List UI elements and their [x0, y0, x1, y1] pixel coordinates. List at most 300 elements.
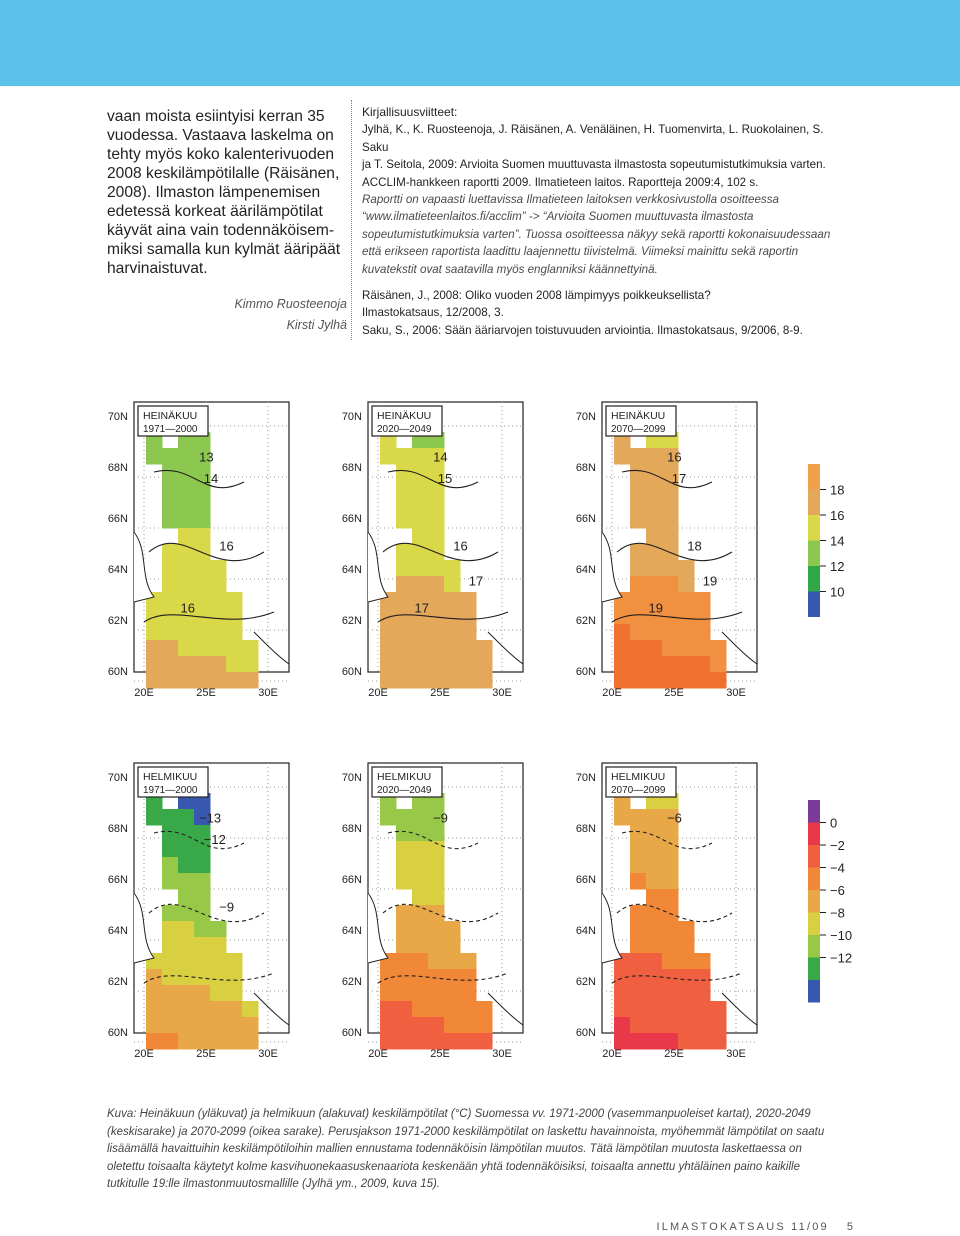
temperature-cell	[412, 841, 429, 858]
temperature-cell	[194, 889, 211, 906]
temperature-cell	[412, 889, 429, 906]
temperature-cell	[162, 608, 179, 625]
contour-label: 16	[180, 600, 195, 616]
longitude-tick-label: 25E	[196, 1048, 216, 1060]
temperature-cell	[630, 640, 647, 657]
longitude-tick-label: 25E	[430, 1048, 450, 1060]
latitude-tick-label: 64N	[107, 564, 128, 576]
temperature-cell	[412, 1001, 429, 1018]
temperature-cell	[412, 985, 429, 1002]
temperature-cell	[162, 985, 179, 1002]
temperature-cell	[428, 857, 445, 874]
temperature-cell	[444, 560, 461, 577]
temperature-cell	[630, 560, 647, 577]
longitude-tick-label: 30E	[492, 1048, 512, 1060]
temperature-cell	[194, 640, 211, 657]
temperature-cell	[428, 969, 445, 986]
legend-swatch	[808, 592, 820, 618]
temperature-cell	[630, 624, 647, 641]
contour-label: 17	[414, 600, 429, 616]
temperature-cell	[678, 937, 695, 954]
temperature-cell	[396, 592, 413, 609]
temperature-cell	[460, 1017, 477, 1034]
temperature-cell	[178, 624, 195, 641]
longitude-tick-label: 20E	[602, 1048, 622, 1060]
temperature-cell	[178, 1033, 195, 1050]
latitude-tick-label: 68N	[575, 823, 596, 835]
contour-label: −13	[199, 810, 222, 826]
contour-label: 14	[203, 471, 219, 486]
temperature-cell	[678, 969, 695, 986]
temperature-cell	[678, 624, 695, 641]
temperature-cell	[396, 560, 413, 577]
latitude-tick-label: 60N	[575, 666, 596, 678]
legend-label: −6	[830, 883, 845, 898]
temperature-cell	[146, 448, 163, 465]
temperature-cell	[194, 560, 211, 577]
temperature-cell	[194, 512, 211, 529]
latitude-tick-label: 64N	[341, 564, 362, 576]
temperature-cell	[630, 809, 647, 826]
temperature-cell	[162, 624, 179, 641]
temperature-cell	[226, 953, 243, 970]
temperature-cell	[210, 560, 227, 577]
temperature-cell	[630, 921, 647, 938]
temperature-cell	[614, 985, 631, 1002]
temperature-cell	[412, 656, 429, 673]
temperature-cell	[178, 857, 195, 874]
legend-label: 14	[830, 533, 845, 549]
temperature-cell	[460, 640, 477, 657]
legend-swatch	[808, 490, 820, 516]
temperature-cell	[194, 1017, 211, 1034]
temperature-cell	[646, 560, 663, 577]
temperature-cell	[646, 576, 663, 593]
temperature-cell	[710, 1017, 727, 1034]
temperature-cell	[646, 921, 663, 938]
temperature-cell	[428, 1017, 445, 1034]
temperature-cell	[460, 985, 477, 1002]
temperature-cell	[412, 873, 429, 890]
temperature-cell	[178, 1001, 195, 1018]
temperature-cell	[226, 624, 243, 641]
legend-swatch	[808, 868, 820, 891]
temperature-cell	[178, 809, 195, 826]
temperature-cell	[646, 480, 663, 497]
latitude-tick-label: 70N	[341, 772, 362, 784]
reference-note-line: kuvatekstit ovat saatavilla myös englanniksi käännettyinä.	[362, 262, 658, 276]
temperature-cell	[630, 1017, 647, 1034]
reference-note-line: että erikseen raportista laadittu laajennettu tiivistelmä. Viimeksi mainittu sekä raportin	[362, 245, 799, 259]
temperature-cell	[694, 624, 711, 641]
map-panel	[108, 402, 289, 699]
temperature-cell	[178, 1017, 195, 1034]
temperature-cell	[428, 576, 445, 593]
temperature-cell	[178, 512, 195, 529]
temperature-cell	[710, 656, 727, 673]
temperature-cell	[630, 905, 647, 922]
temperature-cell	[662, 1017, 679, 1034]
temperature-cell	[194, 592, 211, 609]
temperature-cell	[162, 448, 179, 465]
temperature-cell	[630, 1001, 647, 1018]
temperature-cell	[646, 512, 663, 529]
reference-line: ja T. Seitola, 2009: Arvioita Suomen muuttuvasta ilmastosta sopeutumistutkimuksia varten.	[362, 158, 826, 172]
temperature-cell	[662, 873, 679, 890]
latitude-tick-label: 62N	[341, 976, 362, 988]
temperature-cell	[694, 1033, 711, 1050]
reference-line: Ilmastokatsaus, 12/2008, 3.	[362, 306, 504, 320]
temperature-cell	[630, 592, 647, 609]
longitude-tick-label: 20E	[134, 1048, 154, 1060]
latitude-tick-label: 64N	[575, 564, 596, 576]
map-month-label: HELMIKUU	[143, 771, 198, 783]
latitude-tick-label: 68N	[341, 462, 362, 474]
caption-line: (keskisarake) ja 2070-2099 (oikea sarake). Perusjakson 1971-2000 keskilämpötilat on laskettu havainnoista, myöhemmät lämpötilat on saatu	[107, 1125, 825, 1138]
temperature-cell	[412, 496, 429, 513]
temperature-cell	[194, 624, 211, 641]
temperature-cell	[396, 809, 413, 826]
temperature-cell	[710, 640, 727, 657]
temperature-cell	[396, 953, 413, 970]
temperature-cell	[178, 985, 195, 1002]
temperature-cell	[146, 640, 163, 657]
temperature-cell	[460, 608, 477, 625]
body-line: 2008). Ilmaston lämpenemisen	[107, 184, 321, 201]
legend-label: 12	[830, 559, 845, 574]
reference-line: Räisänen, J., 2008: Oliko vuoden 2008 lämpimyys poikkeuksellista?	[362, 289, 711, 303]
color-legend	[808, 800, 852, 1003]
legend-swatch	[808, 515, 820, 541]
latitude-tick-label: 66N	[575, 513, 596, 525]
temperature-cell	[630, 544, 647, 561]
latitude-tick-label: 62N	[107, 976, 128, 988]
legend-swatch	[808, 980, 820, 1003]
temperature-cell	[210, 937, 227, 954]
temperature-cell	[460, 969, 477, 986]
legend-label: 10	[830, 584, 845, 600]
temperature-cell	[662, 937, 679, 954]
longitude-tick-label: 25E	[196, 687, 216, 699]
temperature-cell	[678, 1017, 695, 1034]
latitude-tick-label: 62N	[575, 615, 596, 627]
temperature-cell	[210, 608, 227, 625]
reference-line: Saku, S., 2006: Sään ääriarvojen toistuvuuden arviointia. Ilmastokatsaus, 9/2006, 8-9.	[362, 323, 803, 337]
longitude-tick-label: 20E	[368, 687, 388, 699]
temperature-cell	[662, 656, 679, 673]
temperature-cell	[146, 656, 163, 673]
reference-note-line: sopeutumistutkimuksia varten”. Tuossa osoitteessa näkyy sekä raportti kokonaisuudessaan	[362, 227, 831, 241]
temperature-cell	[678, 985, 695, 1002]
temperature-maps-figure	[0, 390, 960, 1100]
longitude-tick-label: 30E	[258, 1048, 278, 1060]
references-heading: Kirjallisuusviitteet:	[362, 105, 458, 119]
map-period-label: 2070—2099	[611, 785, 666, 796]
temperature-cell	[412, 937, 429, 954]
temperature-cell	[242, 1001, 259, 1018]
temperature-cell	[678, 576, 695, 593]
temperature-cell	[412, 672, 429, 689]
map-panel	[576, 402, 757, 699]
latitude-tick-label: 66N	[341, 874, 362, 886]
temperature-cell	[646, 640, 663, 657]
temperature-cell	[226, 672, 243, 689]
temperature-cell	[460, 1001, 477, 1018]
temperature-cell	[412, 624, 429, 641]
temperature-cell	[444, 640, 461, 657]
temperature-cell	[428, 985, 445, 1002]
temperature-cell	[646, 656, 663, 673]
temperature-cell	[412, 809, 429, 826]
temperature-cell	[662, 624, 679, 641]
temperature-cell	[694, 1017, 711, 1034]
temperature-cell	[396, 672, 413, 689]
latitude-tick-label: 64N	[575, 925, 596, 937]
legend-swatch	[808, 890, 820, 913]
temperature-cell	[444, 608, 461, 625]
temperature-cell	[460, 1033, 477, 1050]
temperature-cell	[162, 1017, 179, 1034]
longitude-tick-label: 25E	[430, 687, 450, 699]
temperature-cell	[412, 512, 429, 529]
temperature-cell	[162, 825, 179, 842]
temperature-cell	[662, 953, 679, 970]
temperature-cell	[194, 985, 211, 1002]
latitude-tick-label: 60N	[341, 666, 362, 678]
temperature-cell	[710, 1033, 727, 1050]
caption-line: lisäämällä havaittuihin keskilämpötiloihin mallien ennustama todennäköisin lämpötilan muutos. Tätä lämpötilan muutosta laskettaessa on	[107, 1143, 802, 1156]
temperature-cell	[380, 624, 397, 641]
temperature-cell	[178, 921, 195, 938]
temperature-cell	[460, 624, 477, 641]
latitude-tick-label: 70N	[107, 772, 128, 784]
contour-label: 19	[702, 573, 718, 589]
temperature-cell	[162, 496, 179, 513]
latitude-tick-label: 66N	[341, 513, 362, 525]
temperature-cell	[662, 969, 679, 986]
temperature-cell	[194, 969, 211, 986]
contour-label: 17	[468, 573, 484, 589]
temperature-cell	[162, 953, 179, 970]
temperature-cell	[162, 656, 179, 673]
temperature-cell	[694, 608, 711, 625]
temperature-cell	[444, 969, 461, 986]
page-footer	[656, 1221, 853, 1233]
temperature-cell	[460, 953, 477, 970]
temperature-cell	[396, 825, 413, 842]
temperature-cell	[380, 1001, 397, 1018]
temperature-cell	[646, 825, 663, 842]
temperature-cell	[630, 1033, 647, 1050]
temperature-cell	[396, 512, 413, 529]
temperature-cell	[162, 480, 179, 497]
temperature-cell	[396, 480, 413, 497]
temperature-cell	[630, 480, 647, 497]
temperature-cell	[412, 560, 429, 577]
temperature-cell	[646, 672, 663, 689]
temperature-cell	[444, 953, 461, 970]
reference-line: Jylhä, K., K. Ruosteenoja, J. Räisänen, A. Venäläinen, H. Tuomenvirta, L. Ruokolainen, S. Saku	[362, 123, 824, 154]
map-month-label: HELMIKUU	[377, 771, 432, 783]
temperature-cell	[178, 841, 195, 858]
temperature-cell	[162, 592, 179, 609]
temperature-cell	[162, 841, 179, 858]
temperature-cell	[178, 528, 195, 545]
temperature-cell	[162, 544, 179, 561]
temperature-cell	[428, 528, 445, 545]
temperature-cell	[678, 640, 695, 657]
temperature-cell	[162, 640, 179, 657]
temperature-cell	[444, 592, 461, 609]
temperature-cell	[162, 969, 179, 986]
contour-label: 15	[437, 471, 453, 486]
temperature-cell	[380, 1017, 397, 1034]
latitude-tick-label: 62N	[575, 976, 596, 988]
temperature-cell	[210, 1001, 227, 1018]
temperature-cell	[178, 448, 195, 465]
temperature-cell	[694, 953, 711, 970]
legend-label: −12	[830, 950, 853, 966]
temperature-cell	[710, 1001, 727, 1018]
temperature-cell	[444, 624, 461, 641]
contour-label: 16	[453, 538, 468, 554]
legend-label: −10	[830, 928, 853, 943]
temperature-cell	[162, 672, 179, 689]
temperature-cell	[162, 809, 179, 826]
contour-label: −12	[203, 832, 226, 847]
temperature-cell	[646, 528, 663, 545]
temperature-cell	[694, 656, 711, 673]
temperature-cell	[662, 576, 679, 593]
latitude-tick-label: 62N	[341, 615, 362, 627]
temperature-cell	[146, 1001, 163, 1018]
temperature-cell	[178, 889, 195, 906]
temperature-cell	[428, 921, 445, 938]
map-month-label: HELMIKUU	[611, 771, 666, 783]
temperature-cell	[678, 560, 695, 577]
temperature-cell	[226, 592, 243, 609]
temperature-cell	[614, 809, 631, 826]
temperature-cell	[396, 448, 413, 465]
temperature-cell	[210, 576, 227, 593]
temperature-cell	[210, 624, 227, 641]
temperature-cell	[630, 512, 647, 529]
temperature-cell	[210, 985, 227, 1002]
map-period-label: 2070—2099	[611, 424, 666, 435]
temperature-cell	[162, 512, 179, 529]
temperature-cell	[242, 1033, 259, 1050]
temperature-cell	[646, 857, 663, 874]
legend-swatch	[808, 913, 820, 936]
temperature-cell	[630, 464, 647, 481]
temperature-cell	[194, 937, 211, 954]
temperature-cell	[178, 905, 195, 922]
latitude-tick-label: 60N	[341, 1027, 362, 1039]
temperature-cell	[476, 1001, 493, 1018]
temperature-cell	[646, 624, 663, 641]
temperature-cell	[630, 448, 647, 465]
author-name: Kimmo Ruosteenoja	[234, 297, 347, 311]
temperature-cell	[412, 953, 429, 970]
temperature-cell	[646, 905, 663, 922]
temperature-cell	[630, 953, 647, 970]
temperature-cell	[226, 608, 243, 625]
temperature-cell	[646, 1001, 663, 1018]
temperature-cell	[428, 592, 445, 609]
contour-label: −9	[433, 810, 448, 826]
color-legend	[808, 464, 844, 617]
temperature-cell	[396, 464, 413, 481]
temperature-cell	[396, 1001, 413, 1018]
temperature-cell	[460, 656, 477, 673]
temperature-cell	[242, 656, 259, 673]
map-period-label: 2020—2049	[377, 785, 432, 796]
temperature-cell	[646, 985, 663, 1002]
temperature-cell	[662, 560, 679, 577]
temperature-cell	[428, 656, 445, 673]
contour-label: 19	[648, 600, 663, 616]
temperature-cell	[476, 1033, 493, 1050]
contour-label: −6	[667, 810, 682, 826]
temperature-cell	[396, 608, 413, 625]
latitude-tick-label: 70N	[575, 411, 596, 423]
temperature-cell	[428, 937, 445, 954]
column-divider	[351, 100, 352, 340]
body-line: edetessä korkeat äärilämpötilat	[107, 203, 323, 220]
temperature-cell	[380, 656, 397, 673]
temperature-cell	[694, 985, 711, 1002]
page-number: 5	[846, 1221, 853, 1233]
contour-label: 17	[671, 471, 687, 486]
temperature-cell	[662, 640, 679, 657]
reference-note-line: “www.ilmatieteenlaitos.fi/acclim” -> “Arvioita Suomen muuttuvasta ilmastosta	[362, 210, 754, 224]
temperature-cell	[226, 1017, 243, 1034]
temperature-cell	[396, 857, 413, 874]
legend-swatch	[808, 823, 820, 846]
temperature-cell	[428, 953, 445, 970]
longitude-tick-label: 30E	[492, 687, 512, 699]
temperature-cell	[630, 672, 647, 689]
longitude-tick-label: 20E	[368, 1048, 388, 1060]
temperature-cell	[162, 1001, 179, 1018]
temperature-cell	[162, 905, 179, 922]
temperature-cell	[162, 857, 179, 874]
reference-note-line: Raportti on vapaasti luettavissa Ilmatieteen laitoksen verkkosivustolla osoitteessa	[362, 193, 779, 207]
temperature-cell	[678, 656, 695, 673]
temperature-cell	[162, 1033, 179, 1050]
temperature-cell	[396, 969, 413, 986]
temperature-cell	[178, 672, 195, 689]
temperature-cell	[428, 825, 445, 842]
latitude-tick-label: 68N	[575, 462, 596, 474]
temperature-cell	[396, 624, 413, 641]
temperature-cell	[226, 1033, 243, 1050]
temperature-cell	[646, 448, 663, 465]
body-line: käyvät aina vain todennäköisem-	[107, 222, 335, 239]
temperature-cell	[460, 592, 477, 609]
temperature-cell	[444, 576, 461, 593]
temperature-cell	[428, 1001, 445, 1018]
temperature-cell	[396, 576, 413, 593]
temperature-cell	[614, 448, 631, 465]
legend-label: −2	[830, 838, 845, 853]
temperature-cell	[396, 1017, 413, 1034]
temperature-cell	[710, 672, 727, 689]
temperature-cell	[380, 448, 397, 465]
caption-line: Kuva: Heinäkuun (yläkuvat) ja helmikuun (alakuvat) keskilämpötilat (°C) Suomessa vv. 1971-2000 (vasemmanpuoleiset kartat), 2020-2049	[107, 1108, 811, 1120]
header-band	[0, 0, 960, 86]
latitude-tick-label: 60N	[107, 1027, 128, 1039]
